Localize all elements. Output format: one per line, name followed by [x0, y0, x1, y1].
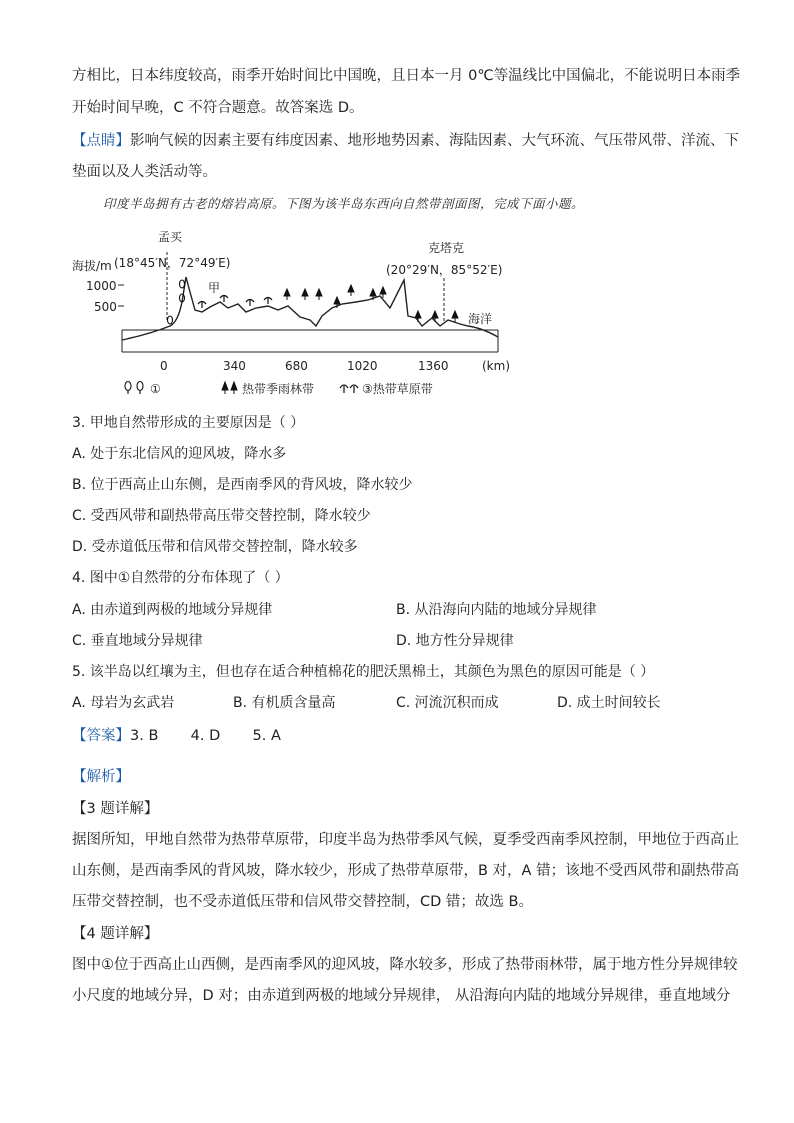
question-stem: 4. 图中①自然带的分布体现了（ ）: [72, 570, 289, 586]
detail-line: 据图所知，甲地自然带为热带草原带，印度半岛为热带季风气候，夏季受西南季风控制，甲地位于西高止: [72, 832, 739, 848]
city-east-label: 克塔克: [428, 241, 465, 255]
xtick: 680: [285, 359, 308, 373]
comment-label: 【点睛】: [72, 133, 130, 149]
question-stem: 5. 该半岛以红壤为主，但也存在适合种植棉花的肥沃黑棉土，其颜色为黑色的原因可能是（ ）: [72, 664, 655, 680]
ylabel: 海拔/m: [72, 259, 112, 273]
detail-line: 图中①位于西高止山西侧，是西南季风的迎风坡，降水较多，形成了热带雨林带，属于地方性分异规律较: [72, 957, 738, 973]
question-stem: 3. 甲地自然带形成的主要原因是（ ）: [72, 415, 305, 431]
legend-savanna-icon: [340, 385, 358, 393]
ytick: 500: [94, 300, 117, 314]
option: A. 由赤道到两极的地域分异规律: [72, 602, 273, 618]
answer-value: 3. B 4. D 5. A: [130, 728, 281, 744]
xunit: (km): [482, 359, 511, 373]
detail4-label: 【4 题详解】: [72, 926, 159, 942]
answer-label: 【答案】: [72, 728, 130, 744]
comment-line: [72, 129, 739, 150]
paragraph-line: 方相比，日本纬度较高，雨季开始时间比中国晚，且日本一月 0℃等温线比中国偏北，不能说明日本雨季: [72, 68, 741, 84]
terrain-profile: [122, 277, 498, 340]
option: B. 有机质含量高: [233, 695, 336, 711]
rainforest-trees: [284, 285, 458, 322]
option: D. 地方性分异规律: [396, 633, 514, 649]
option: C. 垂直地域分异规律: [72, 633, 203, 649]
analysis-label: 【解析】: [72, 769, 130, 785]
detail-line: 山东侧，是西南季风的背风坡，降水较少，形成了热带草原带，B 对，A 错；该地不受西风带和副热带高: [72, 863, 740, 879]
comment-line: 垫面以及人类活动等。: [72, 164, 217, 180]
option: A. 处于东北信风的迎风坡，降水多: [72, 446, 287, 462]
xtick: 340: [223, 359, 246, 373]
paragraph-line: 开始时间早晚，C 不符合题意。故答案选 D。: [72, 100, 364, 116]
profile-figure: [70, 222, 530, 402]
legend-text: ③热带草原带: [362, 382, 433, 396]
xtick: 1020: [347, 359, 378, 373]
option: D. 成土时间较长: [557, 695, 661, 711]
jia-label: 甲: [208, 281, 221, 295]
option: B. 从沿海向内陆的地域分异规律: [396, 602, 597, 618]
detail-line: 压带交替控制，也不受赤道低压带和信风带交替控制，CD 错；故选 B。: [72, 894, 533, 910]
legend-text: 热带季雨林带: [242, 382, 315, 396]
legend-circle-icon: [125, 382, 143, 395]
option: C. 受西风带和副热带高压带交替控制，降水较少: [72, 508, 371, 524]
coord-east-label: (20°29′N，85°52′E): [386, 263, 503, 277]
savanna-trees: [198, 296, 272, 309]
option: B. 位于西高止山东侧，是西南季风的背风坡，降水较少: [72, 477, 413, 493]
circle-trees: [168, 280, 185, 324]
coord-west-label: (18°45′N，72°49′E): [114, 256, 231, 270]
option: D. 受赤道低压带和信风带交替控制，降水较多: [72, 539, 358, 555]
option: A. 母岩为玄武岩: [72, 695, 175, 711]
ytick: 1000: [86, 279, 117, 293]
detail-line: 小尺度的地域分异，D 对；由赤道到两极的地域分异规律， 从沿海向内陆的地域分异规律，垂直地域分: [72, 988, 731, 1004]
legend-text: ①: [150, 382, 161, 396]
legend-rainforest-icon: [222, 382, 237, 394]
detail3-label: 【3 题详解】: [72, 801, 159, 817]
city-west-label: 孟买: [158, 230, 183, 244]
question-intro: 印度半岛拥有古老的熔岩高原。下图为该半岛东西向自然带剖面图，完成下面小题。: [103, 196, 585, 211]
ocean-label: 海洋: [468, 312, 493, 326]
answer-line: [72, 724, 281, 745]
option: C. 河流沉积而成: [396, 695, 499, 711]
comment-text: 影响气候的因素主要有纬度因素、地形地势因素、海陆因素、大气环流、气压带风带、洋流、下: [130, 133, 739, 149]
xtick: 0: [160, 359, 168, 373]
xtick: 1360: [418, 359, 449, 373]
